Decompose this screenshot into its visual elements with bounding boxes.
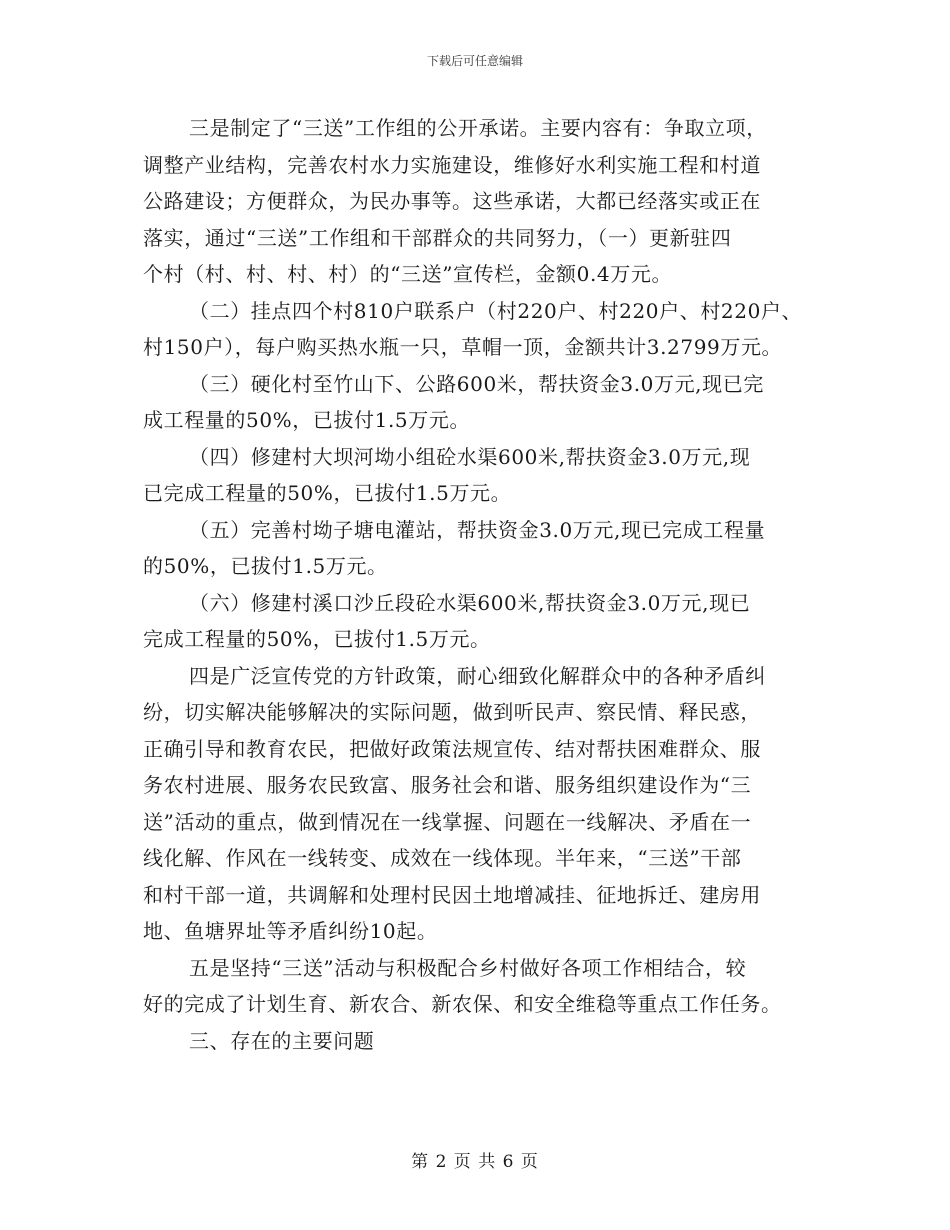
text-line: 公路建设；方便群众，为民办事等。这些承诺，大都已经落实或正在 [143,189,761,213]
text-line: （六）修建村溪口沙丘段砼水渠600米,帮扶资金3.0万元,现已 [189,590,751,615]
paragraph-commitments [143,110,827,293]
text-line: （二）挂点四个村810户联系户（村220户、村220户、村220户、 [189,298,803,323]
text-line: （四）修建村大坝河坳小组砼水渠600米,帮扶资金3.0万元,现 [189,444,751,469]
text-line: 成工程量的50%，已拔付1.5万元。 [143,408,471,432]
paragraph-combined-work [143,950,827,1023]
page-number: 第 2 页 共 6 页 [411,1152,539,1172]
text-line: 调整产业结构，完善农村水力实施建设，维修好水利实施工程和村道 [143,152,761,177]
text-line: 正确引导和教育农民，把做好政策法规宣传、结对帮扶困难群众、服 [143,736,761,761]
paragraph-policy-publicity [143,658,827,950]
text-line: 五是坚持“三送”活动与积极配合乡村做好各项工作相结合，较 [189,955,747,980]
text-line: 纷，切实解决能够解决的实际问题，做到听民声、察民情、释民惑， [143,700,761,724]
paragraph-item-4 [143,439,827,512]
text-line: （三）硬化村至竹山下、公路600米，帮扶资金3.0万元,现已完 [189,371,764,396]
text-line: 完成工程量的50%，已拔付1.5万元。 [143,627,491,651]
text-line: （五）完善村坳子塘电灌站，帮扶资金3.0万元,现已完成工程量 [189,517,766,542]
section-heading-main-problems [143,1023,827,1060]
text-line: 村150户），每户购买热水瓶一只，草帽一顶，金额共计3.2799万元。 [143,335,783,359]
text-line: 线化解、作风在一线转变、成效在一线体现。半年来，“三送”干部 [143,846,742,870]
text-line: 务农村进展、服务农民致富、服务社会和谐、服务组织建设作为“三 [143,773,752,797]
text-line: 三是制定了“三送”工作组的公开承诺。主要内容有：争取立项， [189,116,767,140]
document-body [143,110,827,1059]
page-header: 下载后可任意编辑 [426,54,523,68]
text-line: 好的完成了计划生育、新农合、新农保、和安全维稳等重点工作任务。 [143,992,782,1016]
text-line: 个村（村、村、村、村）的“三送”宣传栏，金额0.4万元。 [143,262,673,286]
text-line: 三、存在的主要问题 [189,1028,375,1053]
text-line: 四是广泛宣传党的方针政策，耐心细致化解群众中的各种矛盾纠 [189,663,766,688]
text-line: 的50%，已拔付1.5万元。 [143,554,388,578]
text-line: 和村干部一道，共调解和处理村民因土地增减挂、征地拆迁、建房用 [143,882,761,907]
paragraph-item-6 [143,585,827,658]
text-line: 落实，通过“三送”工作组和干部群众的共同努力，（一）更新驻四 [143,225,732,250]
paragraph-item-2 [143,293,827,366]
paragraph-item-3 [143,366,827,439]
paragraph-item-5 [143,512,827,585]
text-line: 已完成工程量的50%，已拔付1.5万元。 [143,481,512,505]
text-line: 送”活动的重点，做到情况在一线掌握、问题在一线解决、矛盾在一 [143,809,752,834]
text-line: 地、鱼塘界址等矛盾纠纷10起。 [143,919,438,943]
